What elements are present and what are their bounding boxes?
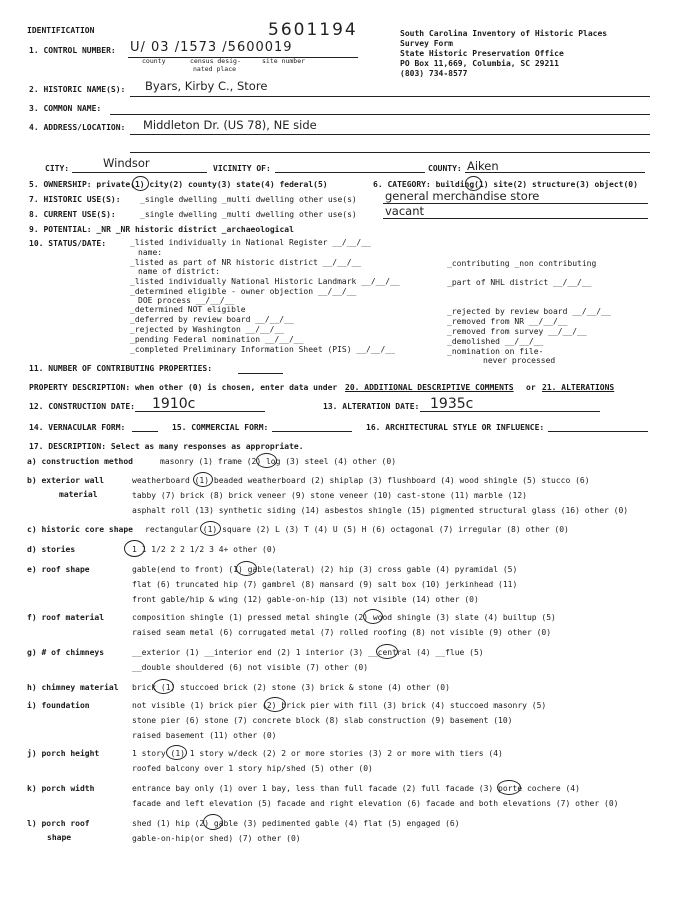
alteration-date: 1935c	[430, 396, 474, 412]
control-sub-census2: nated place	[193, 65, 237, 73]
circle-brick	[153, 679, 174, 694]
desc-k-label: k) porch width	[27, 784, 95, 793]
arch-style-label: 16. ARCHITECTURAL STYLE OR INFLUENCE:	[366, 423, 545, 432]
desc-k-line: facade and left elevation (5) facade and right elevation (6) facade and both elevations (7) other (0)	[132, 799, 619, 808]
circle-pressed-metal	[363, 609, 383, 624]
desc-g-line: __double shouldered (6) not visible (7) other (0)	[132, 663, 369, 672]
status-item: _listed individually National Historic Landmark __/__/__	[130, 277, 400, 286]
status-right-item: _nomination on file-	[447, 347, 544, 356]
address-value: Middleton Dr. (US 78), NE side	[143, 118, 317, 132]
control-sub-census: census desig-	[190, 57, 241, 65]
status-item: DOE process __/__/__	[138, 296, 235, 305]
desc-i-label: i) foundation	[27, 701, 90, 710]
circle-1-story	[166, 745, 187, 760]
circle-hip	[203, 814, 223, 830]
agency-line-3: State Historic Preservation Office	[400, 49, 564, 58]
desc-g-label: g) # of chimneys	[27, 648, 105, 657]
circle-interior	[376, 644, 398, 659]
common-name-label: 3. COMMON NAME:	[29, 104, 102, 113]
desc-l-line: gable-on-hip(or shed) (7) other (0)	[132, 834, 301, 843]
desc-a-line: masonry (1) frame (2) log (3) steel (4) other (0)	[160, 457, 397, 466]
status-item: _listed as part of NR historic district __/__/__	[130, 258, 362, 267]
status-right-item: never processed	[483, 356, 556, 365]
status-right-item: _rejected by review board __/__/__	[447, 307, 611, 316]
status-item: _determined eligible - owner objection __/__/__	[130, 287, 357, 296]
agency-line-5: (803) 734-8577	[400, 69, 468, 78]
desc-j-line: roofed balcony over 1 story hip/shed (5) other (0)	[132, 764, 373, 773]
circle-full-facade	[497, 780, 521, 795]
desc-e-line: front gable/hip & wing (12) gable-on-hip (13) not visible (14) other (0)	[132, 595, 479, 604]
status-item: _pending Federal nomination __/__/__	[130, 335, 304, 344]
curr-use-label: 8. CURRENT USE(S):	[29, 210, 116, 219]
hist-use-opts: _single dwelling _multi dwelling other use(s)	[140, 195, 357, 204]
alteration-date-label: 13. ALTERATION DATE:	[323, 402, 420, 411]
desc-b-line: weatherboard (1) beaded weatherboard (2) shiplap (3) flushboard (4) wood shingle (5) stucco (6)	[132, 476, 590, 485]
commercial-label: 15. COMMERCIAL FORM:	[172, 423, 269, 432]
historic-name-label: 2. HISTORIC NAME(S):	[29, 85, 126, 94]
desc-h-line: brick (1) stuccoed brick (2) stone (3) brick & stone (4) other (0)	[132, 683, 450, 692]
circle-stories-1	[124, 540, 145, 557]
control-number: U/ 03 /1573 /5600019	[130, 40, 293, 55]
circle-private	[132, 176, 149, 191]
desc-k-line: entrance bay only (1) over 1 bay, less than full facade (2) full facade (3) porte cochere (4)	[132, 784, 580, 793]
hist-use-value: general merchandise store	[385, 189, 540, 203]
address-label: 4. ADDRESS/LOCATION:	[29, 123, 126, 132]
status-label: 10. STATUS/DATE:	[29, 239, 107, 248]
status-right-item: _part of NHL district __/__/__	[447, 278, 592, 287]
ownership-line: 5. OWNERSHIP: private(1) city(2) county(3) state(4) federal(5)	[29, 180, 328, 189]
agency-line-4: PO Box 11,669, Columbia, SC 29211	[400, 59, 559, 68]
desc-a-label: a) construction method	[27, 457, 133, 466]
curr-use-opts: _single dwelling _multi dwelling other use(s)	[140, 210, 357, 219]
circle-gable-end	[236, 561, 257, 576]
status-item: _listed individually in National Register __/__/__	[130, 238, 371, 247]
desc-l-line: shed (1) hip (2) gable (3) pedimented gable (4) flat (5) engaged (6)	[132, 819, 460, 828]
circle-rectangular	[200, 521, 221, 536]
ref-21: 21. ALTERATIONS	[542, 383, 615, 392]
agency-line-2: Survey Form	[400, 39, 453, 48]
desc-i-line: not visible (1) brick pier (2) brick pier with fill (3) brick (4) stuccoed masonry (5)	[132, 701, 547, 710]
status-item: name of district:	[138, 267, 220, 276]
construction-date-label: 12. CONSTRUCTION DATE:	[29, 402, 135, 411]
desc-i-line: stone pier (6) stone (7) concrete block (8) slab construction (9) basement (10)	[132, 716, 513, 725]
desc-j-line: 1 story (1) 1 story w/deck (2) 2 or more stories (3) 2 or more with tiers (4)	[132, 749, 503, 758]
desc-c-line: rectangular (1) square (2) L (3) T (4) U (5) H (6) octagonal (7) irregular (8) other (0)	[145, 525, 569, 534]
vernacular-label: 14. VERNACULAR FORM:	[29, 423, 126, 432]
desc-b-line: tabby (7) brick (8) brick veneer (9) stone veneer (10) cast-stone (11) marble (12)	[132, 491, 527, 500]
desc-i-line: raised basement (11) other (0)	[132, 731, 277, 740]
desc-f-label: f) roof material	[27, 613, 105, 622]
desc-f-line: composition shingle (1) pressed metal shingle (2) wood shingle (3) slate (4) builtup (5)	[132, 613, 556, 622]
control-sub-county: county	[142, 57, 166, 65]
desc-d-label: d) stories	[27, 545, 76, 554]
status-right-item: _removed from survey __/__/__	[447, 327, 587, 336]
county-value: Aiken	[467, 159, 499, 173]
desc-c-label: c) historic core shape	[27, 525, 133, 534]
desc-e-line: flat (6) truncated hip (7) gambrel (8) mansard (9) salt box (10) jerkinhead (11)	[132, 580, 518, 589]
circle-frame	[256, 453, 277, 468]
status-item: _rejected by Washington __/__/__	[130, 325, 285, 334]
circle-brick-pier	[264, 697, 286, 712]
status-right-item: _contributing _non contributing	[447, 259, 597, 268]
status-right-item: _removed from NR __/__/__	[447, 317, 568, 326]
desc-g-line: __exterior (1) __interior end (2) 1 interior (3) __central (4) __flue (5)	[132, 648, 484, 657]
agency-line-1: South Carolina Inventory of Historic Places	[400, 29, 608, 38]
status-item: name:	[138, 248, 163, 257]
desc-b-label2: material	[59, 490, 98, 499]
status-item: _deferred by review board __/__/__	[130, 315, 294, 324]
desc-d-line: 1 1 1/2 2 2 1/2 3 4+ other (0)	[132, 545, 277, 554]
ref-20: 20. ADDITIONAL DESCRIPTIVE COMMENTS	[345, 383, 514, 392]
historic-name: Byars, Kirby C., Store	[145, 79, 268, 93]
property-description: PROPERTY DESCRIPTION: when other (0) is chosen, enter data under	[29, 383, 338, 392]
desc-l-label: l) porch roof	[27, 819, 90, 828]
desc-b-label: b) exterior wall	[27, 476, 105, 485]
desc-h-label: h) chimney material	[27, 683, 119, 692]
stamp-number: 5601194	[268, 20, 358, 40]
curr-use-value: vacant	[385, 204, 425, 218]
desc-j-label: j) porch height	[27, 749, 100, 758]
desc-b-line: asphalt roll (13) synthetic siding (14) asbestos shingle (15) pigmented structural glass (16) other (0)	[132, 506, 629, 515]
status-item: _completed Preliminary Information Sheet (PIS) __/__/__	[130, 345, 395, 354]
section-title: IDENTIFICATION	[27, 26, 95, 35]
contributing-label: 11. NUMBER OF CONTRIBUTING PROPERTIES:	[29, 364, 213, 373]
construction-date: 1910c	[152, 396, 196, 412]
control-sub-site: site number	[262, 57, 306, 65]
circle-weatherboard	[193, 472, 213, 487]
status-item: _determined NOT eligible	[130, 305, 246, 314]
desc-e-line: gable(end to front) (1) gable(lateral) (2) hip (3) cross gable (4) pyramidal (5)	[132, 565, 518, 574]
hist-use-label: 7. HISTORIC USE(S):	[29, 195, 121, 204]
description-label: 17. DESCRIPTION: Select as many responses as appropriate.	[29, 442, 304, 451]
city-label: CITY:	[45, 164, 70, 173]
desc-l-label2: shape	[47, 833, 72, 842]
city-value: Windsor	[103, 156, 150, 170]
potential-line: 9. POTENTIAL: _NR _NR historic district _archaeological	[29, 225, 294, 234]
desc-e-label: e) roof shape	[27, 565, 90, 574]
vicinity-label: VICINITY OF:	[213, 164, 271, 173]
status-right-item: _demolished __/__/__	[447, 337, 544, 346]
ref-or: or	[526, 383, 536, 392]
category-line: 6. CATEGORY: building(1) site(2) structure(3) object(0)	[373, 180, 638, 189]
desc-f-line: raised seam metal (6) corrugated metal (7) rolled roofing (8) not visible (9) other (0)	[132, 628, 552, 637]
county-label: COUNTY:	[428, 164, 462, 173]
control-label: 1. CONTROL NUMBER:	[29, 46, 116, 55]
